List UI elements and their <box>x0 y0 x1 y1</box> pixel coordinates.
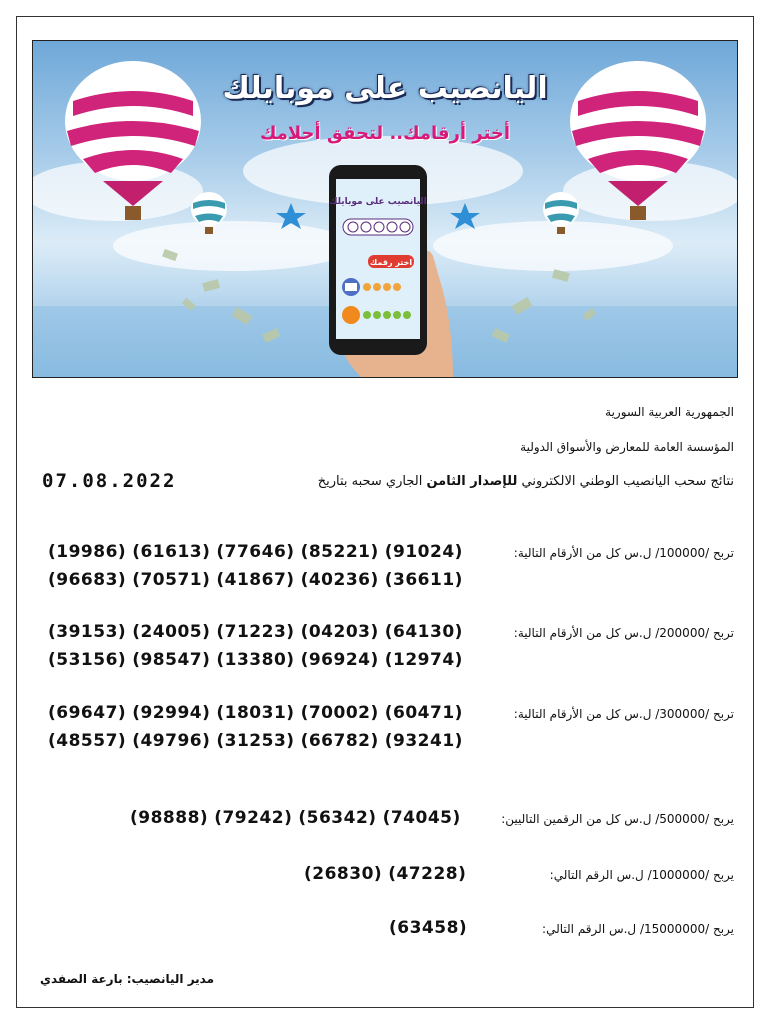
winning-number: (18031) <box>216 703 295 723</box>
prize-label: يربح /500000/ ل.س كل من الرقمين التاليين: <box>501 812 734 826</box>
winning-numbers-row <box>383 918 467 938</box>
banner-title: اليانصيب على موبايلك <box>222 71 548 106</box>
prize-label: يربح /15000000/ ل.س الرقم التالي: <box>542 922 734 936</box>
prize-label: يربح /1000000/ ل.س الرقم التالي: <box>549 868 734 882</box>
lottery-banner <box>32 40 738 378</box>
prize-group <box>40 622 734 672</box>
winning-number: (92994) <box>132 703 211 723</box>
winning-number: (91024) <box>384 542 463 562</box>
winning-number: (47228) <box>388 864 467 884</box>
issue-name: للإصدار الثامن <box>426 474 518 489</box>
winning-number: (69647) <box>48 703 127 723</box>
winning-number: (26830) <box>304 864 383 884</box>
winning-number: (48557) <box>48 731 127 751</box>
prize-group <box>40 542 734 592</box>
winning-numbers-row <box>42 650 463 670</box>
winning-number: (96683) <box>48 570 127 590</box>
banner-subtitle: أختر أرقامك.. لتحقق أحلامك <box>259 123 511 144</box>
winning-number: (36611) <box>384 570 463 590</box>
winning-number: (39153) <box>48 622 127 642</box>
draw-date: 07.08.2022 <box>42 470 177 492</box>
winning-number: (71223) <box>216 622 295 642</box>
prize-group <box>40 808 734 834</box>
prize-group <box>40 918 734 944</box>
winning-numbers-row <box>124 808 461 828</box>
winning-number: (70002) <box>300 703 379 723</box>
phone-app-title: اليانصيب على موبايلك <box>329 197 427 207</box>
winning-number: (98888) <box>130 808 209 828</box>
results-suffix: الجاري سحبه بتاريخ <box>317 474 423 489</box>
winning-number: (41867) <box>216 570 295 590</box>
winning-number: (12974) <box>384 650 463 670</box>
winning-number: (19986) <box>48 542 127 562</box>
winning-number: (85221) <box>300 542 379 562</box>
winning-number: (04203) <box>300 622 379 642</box>
winning-number: (40236) <box>300 570 379 590</box>
prize-label: تربح /200000/ ل.س كل من الأرقام التالية: <box>513 626 734 640</box>
winning-number: (93241) <box>384 731 463 751</box>
winning-number: (64130) <box>384 622 463 642</box>
winning-number: (66782) <box>300 731 379 751</box>
phone-choose-label: اختر رقمك <box>369 258 413 267</box>
phone-call-icon <box>342 306 360 324</box>
prize-label: تربح /100000/ ل.س كل من الأرقام التالية: <box>513 546 734 560</box>
winning-number: (79242) <box>214 808 293 828</box>
winning-number: (49796) <box>132 731 211 751</box>
winning-number: (56342) <box>298 808 377 828</box>
results-prefix: نتائج سحب اليانصيب الوطني الالكتروني <box>521 474 734 489</box>
winning-numbers-row <box>298 864 466 884</box>
winning-numbers-row <box>42 703 463 723</box>
winning-number: (53156) <box>48 650 127 670</box>
organization-name: المؤسسة العامة للمعارض والأسواق الدولية <box>520 440 734 454</box>
winning-number: (24005) <box>132 622 211 642</box>
winning-numbers-row <box>42 731 463 751</box>
winning-numbers-row <box>42 542 463 562</box>
winning-number: (74045) <box>382 808 461 828</box>
winning-number: (61613) <box>132 542 211 562</box>
winning-number: (98547) <box>132 650 211 670</box>
winning-number: (63458) <box>389 918 468 938</box>
lottery-manager: مدير اليانصيب: بارعة الصفدي <box>40 972 215 986</box>
winning-numbers-row <box>42 570 463 590</box>
country-name: الجمهورية العربية السورية <box>605 405 734 419</box>
results-heading <box>318 474 734 489</box>
winning-number: (13380) <box>216 650 295 670</box>
prize-label: تربح /300000/ ل.س كل من الأرقام التالية: <box>513 707 734 721</box>
prize-group <box>40 864 734 890</box>
prize-group <box>40 703 734 753</box>
winning-number: (96924) <box>300 650 379 670</box>
smartphone-icon <box>329 165 427 355</box>
winning-number: (60471) <box>384 703 463 723</box>
winning-number: (77646) <box>216 542 295 562</box>
winning-number: (31253) <box>216 731 295 751</box>
star-icon <box>450 203 480 229</box>
winning-number: (70571) <box>132 570 211 590</box>
winning-numbers-row <box>42 622 463 642</box>
